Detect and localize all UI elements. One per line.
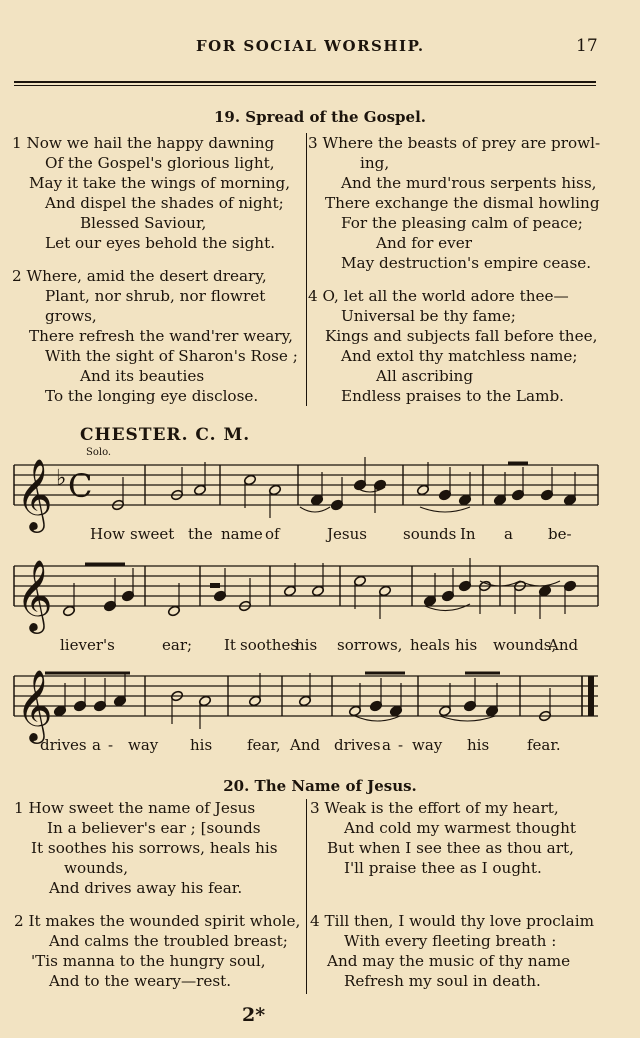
- verse-line: And may the music of thy name: [327, 952, 571, 970]
- treble-clef-icon: 𝄞: [16, 558, 53, 631]
- header-rule-thin: [14, 85, 596, 86]
- lyric-syllable: liever's: [60, 636, 115, 654]
- note-head: [538, 585, 551, 597]
- verse-line: With every fleeting breath :: [344, 932, 557, 950]
- common-time-icon: C: [68, 467, 93, 505]
- verse-line: And drives away his fear.: [49, 879, 243, 897]
- hymn-19-stanza-4: [308, 286, 600, 406]
- note-head: [243, 474, 256, 486]
- slur: [480, 581, 520, 586]
- lyric-syllable: of: [265, 525, 280, 543]
- lyric-syllable: sounds: [403, 525, 457, 543]
- note-head: [458, 494, 471, 506]
- lyric-syllable: a: [92, 736, 101, 754]
- hymn-20-stanza-3: [310, 798, 600, 878]
- verse-line: With the sight of Sharon's Rose ;: [45, 347, 298, 365]
- note-head: [62, 605, 75, 617]
- note-head: [103, 600, 116, 612]
- verse-line: In a believer's ear ; [sounds: [47, 819, 261, 837]
- lyric-syllable: fear.: [527, 736, 561, 754]
- note-head: [111, 499, 124, 511]
- lyric-syllable: -: [398, 736, 404, 754]
- note-head: [478, 580, 491, 592]
- lyric-syllable: be-: [548, 525, 572, 543]
- verse-line: And for ever: [376, 234, 472, 252]
- note-head: [493, 494, 506, 506]
- verse-line: And calms the troubled breast;: [49, 932, 288, 950]
- verse-line: Endless praises to the Lamb.: [341, 387, 565, 405]
- lyric-syllable: And: [290, 736, 321, 754]
- note-head: [310, 494, 323, 506]
- verse-line: 3 Where the beasts of prey are prowl-: [308, 134, 601, 152]
- lyric-syllable: way: [128, 736, 159, 754]
- lyric-syllable: drives: [40, 736, 87, 754]
- lyric-syllable: -: [108, 736, 114, 754]
- flat-key-signature-icon: ♭: [56, 466, 67, 491]
- lyric-syllable: In: [460, 525, 476, 543]
- treble-clef-icon: 𝄞: [16, 668, 53, 741]
- note-head: [373, 479, 386, 491]
- verse-line: All ascribing: [376, 367, 474, 385]
- slur: [355, 716, 400, 721]
- verse-line: Universal be thy fame;: [341, 307, 516, 325]
- lyric-syllable: sorrows,: [337, 636, 403, 654]
- note-head: [53, 705, 66, 717]
- lyric-syllable: his: [295, 636, 318, 654]
- verse-line: grows,: [45, 307, 97, 325]
- lyric-syllable: sweet: [130, 525, 175, 543]
- verse-line: Blessed Saviour,: [80, 214, 207, 232]
- lyric-syllable: the: [188, 525, 213, 543]
- lyric-syllable: drives: [334, 736, 381, 754]
- hymn-19-stanza-2: [12, 266, 302, 406]
- verse-line: There refresh the wand'rer weary,: [29, 327, 293, 345]
- verse-line: And the murd'rous serpents hiss,: [341, 174, 597, 192]
- hymn-19-title: 19. Spread of the Gospel.: [213, 108, 426, 126]
- verse-line: 3 Weak is the effort of my heart,: [310, 799, 559, 817]
- half-rest-icon: [210, 583, 220, 588]
- column-divider: [306, 799, 307, 994]
- note-head: [311, 585, 324, 597]
- note-head: [167, 605, 180, 617]
- verse-line: Of the Gospel's glorious light,: [45, 154, 275, 172]
- slur: [300, 507, 330, 512]
- verse-line: And its beauties: [80, 367, 205, 385]
- verse-line: To the longing eye disclose.: [45, 387, 259, 405]
- note-head: [170, 690, 183, 702]
- lyric-syllable: way: [412, 736, 443, 754]
- lyric-syllable: his: [467, 736, 490, 754]
- note-head: [423, 595, 436, 607]
- lyric-syllable: How: [90, 525, 125, 543]
- note-head: [513, 580, 526, 592]
- running-head-title: FOR SOCIAL WORSHIP.: [196, 37, 425, 55]
- column-divider: [306, 133, 307, 406]
- page-number: 17: [576, 36, 598, 56]
- note-head: [438, 705, 451, 717]
- verse-line: There exchange the dismal howling: [325, 194, 600, 212]
- note-head: [238, 600, 251, 612]
- music-systems: [14, 457, 598, 744]
- lyric-syllable: his: [190, 736, 213, 754]
- note-head: [458, 580, 471, 592]
- verse-line: 4 O, let all the world adore thee—: [308, 287, 569, 305]
- note-head: [463, 700, 476, 712]
- header-rule: [14, 81, 596, 83]
- verse-line: 1 Now we hail the happy dawning: [12, 134, 275, 152]
- note-head: [511, 489, 524, 501]
- note-head: [378, 585, 391, 597]
- lyric-syllable: heals: [410, 636, 450, 654]
- note-head: [563, 580, 576, 592]
- verse-line: 2 It makes the wounded spirit whole,: [14, 912, 301, 930]
- verse-line: 1 How sweet the name of Jesus: [14, 799, 256, 817]
- note-head: [121, 590, 134, 602]
- verse-line: 2 Where, amid the desert dreary,: [12, 267, 267, 285]
- note-head: [563, 494, 576, 506]
- verse-line: wounds,: [64, 859, 129, 877]
- note-head: [348, 705, 361, 717]
- lyric-syllable: a: [504, 525, 513, 543]
- note-head: [213, 590, 226, 602]
- lyric-syllable: his: [455, 636, 478, 654]
- note-head: [198, 695, 211, 707]
- note-head: [538, 710, 551, 722]
- note-head: [193, 484, 206, 496]
- note-head: [485, 705, 498, 717]
- note-head: [248, 695, 261, 707]
- lyric-syllable: It: [224, 636, 236, 654]
- slur: [355, 487, 385, 492]
- note-head: [298, 695, 311, 707]
- verse-line: 'Tis manna to the hungry soul,: [31, 952, 266, 970]
- verse-line: May it take the wings of morning,: [29, 174, 291, 192]
- note-head: [441, 590, 454, 602]
- note-head: [73, 700, 86, 712]
- verse-line: Plant, nor shrub, nor flowret: [45, 287, 266, 305]
- verse-line: I'll praise thee as I ought.: [344, 859, 542, 877]
- note-head: [438, 489, 451, 501]
- verse-line: And dispel the shades of night;: [45, 194, 284, 212]
- treble-clef-icon: 𝄞: [16, 457, 53, 530]
- note-head: [353, 575, 366, 587]
- lyric-syllable: ear;: [162, 636, 193, 654]
- slur: [420, 507, 470, 512]
- verse-line: Kings and subjects fall before thee,: [325, 327, 598, 345]
- hymn-20-stanza-1: [14, 798, 302, 898]
- slur: [440, 716, 495, 721]
- lyric-syllable: wounds,: [493, 636, 557, 654]
- verse-line: But when I see thee as thou art,: [327, 839, 574, 857]
- note-head: [353, 479, 366, 491]
- verse-line: 4 Till then, I would thy love proclaim: [310, 912, 594, 930]
- tune-title: CHESTER. C. M.: [80, 425, 251, 445]
- signature-mark: 2*: [242, 1004, 266, 1026]
- lyric-syllable: soothes: [240, 636, 299, 654]
- hymn-20-stanza-4: [310, 911, 600, 991]
- note-head: [113, 695, 126, 707]
- verse-line: Refresh my soul in death.: [344, 972, 541, 990]
- verse-line: For the pleasing calm of peace;: [341, 214, 583, 232]
- note-head: [170, 489, 183, 501]
- verse-line: And cold my warmest thought: [344, 819, 577, 837]
- solo-marking: Solo.: [86, 447, 112, 458]
- note-head: [268, 484, 281, 496]
- note-head: [389, 705, 402, 717]
- note-head: [540, 489, 553, 501]
- verse-line: May destruction's empire cease.: [341, 254, 592, 272]
- lyric-syllable: fear,: [247, 736, 281, 754]
- hymn-20-title: 20. The Name of Jesus.: [223, 777, 417, 795]
- lyric-syllable: a: [382, 736, 391, 754]
- hymn-19-stanza-1: [12, 133, 302, 253]
- note-head: [369, 700, 382, 712]
- verse-line: It soothes his sorrows, heals his: [31, 839, 278, 857]
- lyric-syllable: And: [548, 636, 579, 654]
- verse-line: And extol thy matchless name;: [341, 347, 578, 365]
- verse-line: ing,: [360, 154, 390, 172]
- note-head: [330, 499, 343, 511]
- lyric-syllable: Jesus: [327, 525, 367, 543]
- note-head: [416, 484, 429, 496]
- lyric-syllable: name: [221, 525, 263, 543]
- final-barline: [588, 676, 594, 716]
- note-head: [93, 700, 106, 712]
- verse-line: Let our eyes behold the sight.: [45, 234, 276, 252]
- slur: [425, 604, 470, 611]
- verse-line: And to the weary—rest.: [49, 972, 232, 990]
- note-head: [283, 585, 296, 597]
- hymn-19-stanza-3: [308, 133, 600, 273]
- hymn-20-stanza-2: [14, 911, 302, 991]
- slur: [520, 581, 560, 586]
